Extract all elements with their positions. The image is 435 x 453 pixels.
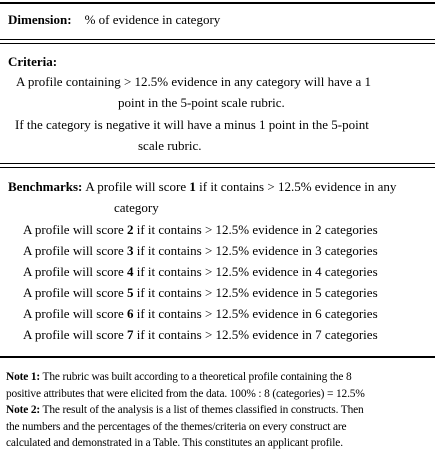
benchmark-score: 6	[126, 306, 134, 321]
benchmark-score: 7	[126, 327, 134, 342]
criteria-line-4: scale rubric.	[138, 138, 202, 153]
benchmark-1-wrap: category	[114, 200, 159, 215]
benchmark-1-post: if it contains > 12.5% evidence in any	[195, 179, 397, 194]
divider-1	[0, 39, 435, 40]
benchmark-row	[23, 283, 378, 302]
criteria-line-1: A profile containing > 12.5% evidence in any category will have a 1	[16, 74, 371, 89]
benchmark-pre: A profile will score	[23, 243, 127, 258]
criteria-label: Criteria:	[8, 54, 58, 69]
benchmark-post: if it contains > 12.5% evidence in 2 categories	[133, 222, 378, 237]
benchmark-pre: A profile will score	[23, 327, 127, 342]
note-2-label: Note 2:	[6, 404, 41, 416]
dimension-value: % of evidence in category	[84, 12, 221, 27]
benchmark-1-pre: A profile will score	[85, 179, 190, 194]
benchmark-row	[23, 241, 378, 260]
benchmark-pre: A profile will score	[23, 285, 127, 300]
note-2-line-2: the numbers and the percentages of the themes/criteria on every construct are	[6, 420, 347, 433]
criteria-line-3: If the category is negative it will have a minus 1 point in the 5-point	[15, 117, 369, 132]
dimension-row	[8, 10, 220, 29]
benchmark-post: if it contains > 12.5% evidence in 3 categories	[133, 243, 378, 258]
note-2-text-1: The result of the analysis is a list of themes classified in constructs. Then	[40, 404, 364, 416]
criteria-line-2: point in the 5-point scale rubric.	[118, 95, 285, 110]
benchmark-row	[23, 325, 378, 344]
divider-1b	[0, 43, 435, 44]
benchmark-row-1	[8, 177, 396, 196]
divider-3	[0, 356, 435, 358]
note-1-text-1: The rubric was built according to a theoretical profile containing the 8	[40, 371, 352, 383]
notes-block	[6, 369, 430, 452]
benchmark-score: 5	[126, 285, 134, 300]
benchmark-post: if it contains > 12.5% evidence in 4 categories	[133, 264, 378, 279]
note-1-line-1	[6, 369, 430, 386]
benchmark-pre: A profile will score	[23, 306, 127, 321]
benchmark-post: if it contains > 12.5% evidence in 5 categories	[133, 285, 378, 300]
dimension-label: Dimension:	[8, 12, 72, 27]
benchmark-pre: A profile will score	[23, 264, 127, 279]
benchmarks-label: Benchmarks:	[8, 179, 83, 194]
benchmark-post: if it contains > 12.5% evidence in 7 categories	[133, 327, 378, 342]
benchmark-post: if it contains > 12.5% evidence in 6 categories	[133, 306, 378, 321]
divider-2	[0, 163, 435, 164]
dimension-spacer	[72, 12, 85, 27]
benchmark-score: 4	[126, 264, 134, 279]
benchmark-score: 3	[126, 243, 134, 258]
top-rule	[0, 2, 435, 4]
benchmark-score: 2	[126, 222, 134, 237]
benchmark-row	[23, 220, 378, 239]
note-2-line-1	[6, 402, 430, 419]
note-2-line-3: calculated and demonstrated in a Table. This constitutes an applicant profile.	[6, 437, 343, 449]
divider-2b	[0, 167, 435, 168]
benchmark-row	[23, 304, 378, 323]
benchmark-1-score: 1	[189, 179, 196, 194]
note-1-label: Note 1:	[6, 371, 41, 383]
note-1-line-2: positive attributes that were elicited from the data. 100% : 8 (categories) = 12.5%	[6, 387, 365, 400]
benchmark-pre: A profile will score	[23, 222, 127, 237]
benchmark-row	[23, 262, 378, 281]
